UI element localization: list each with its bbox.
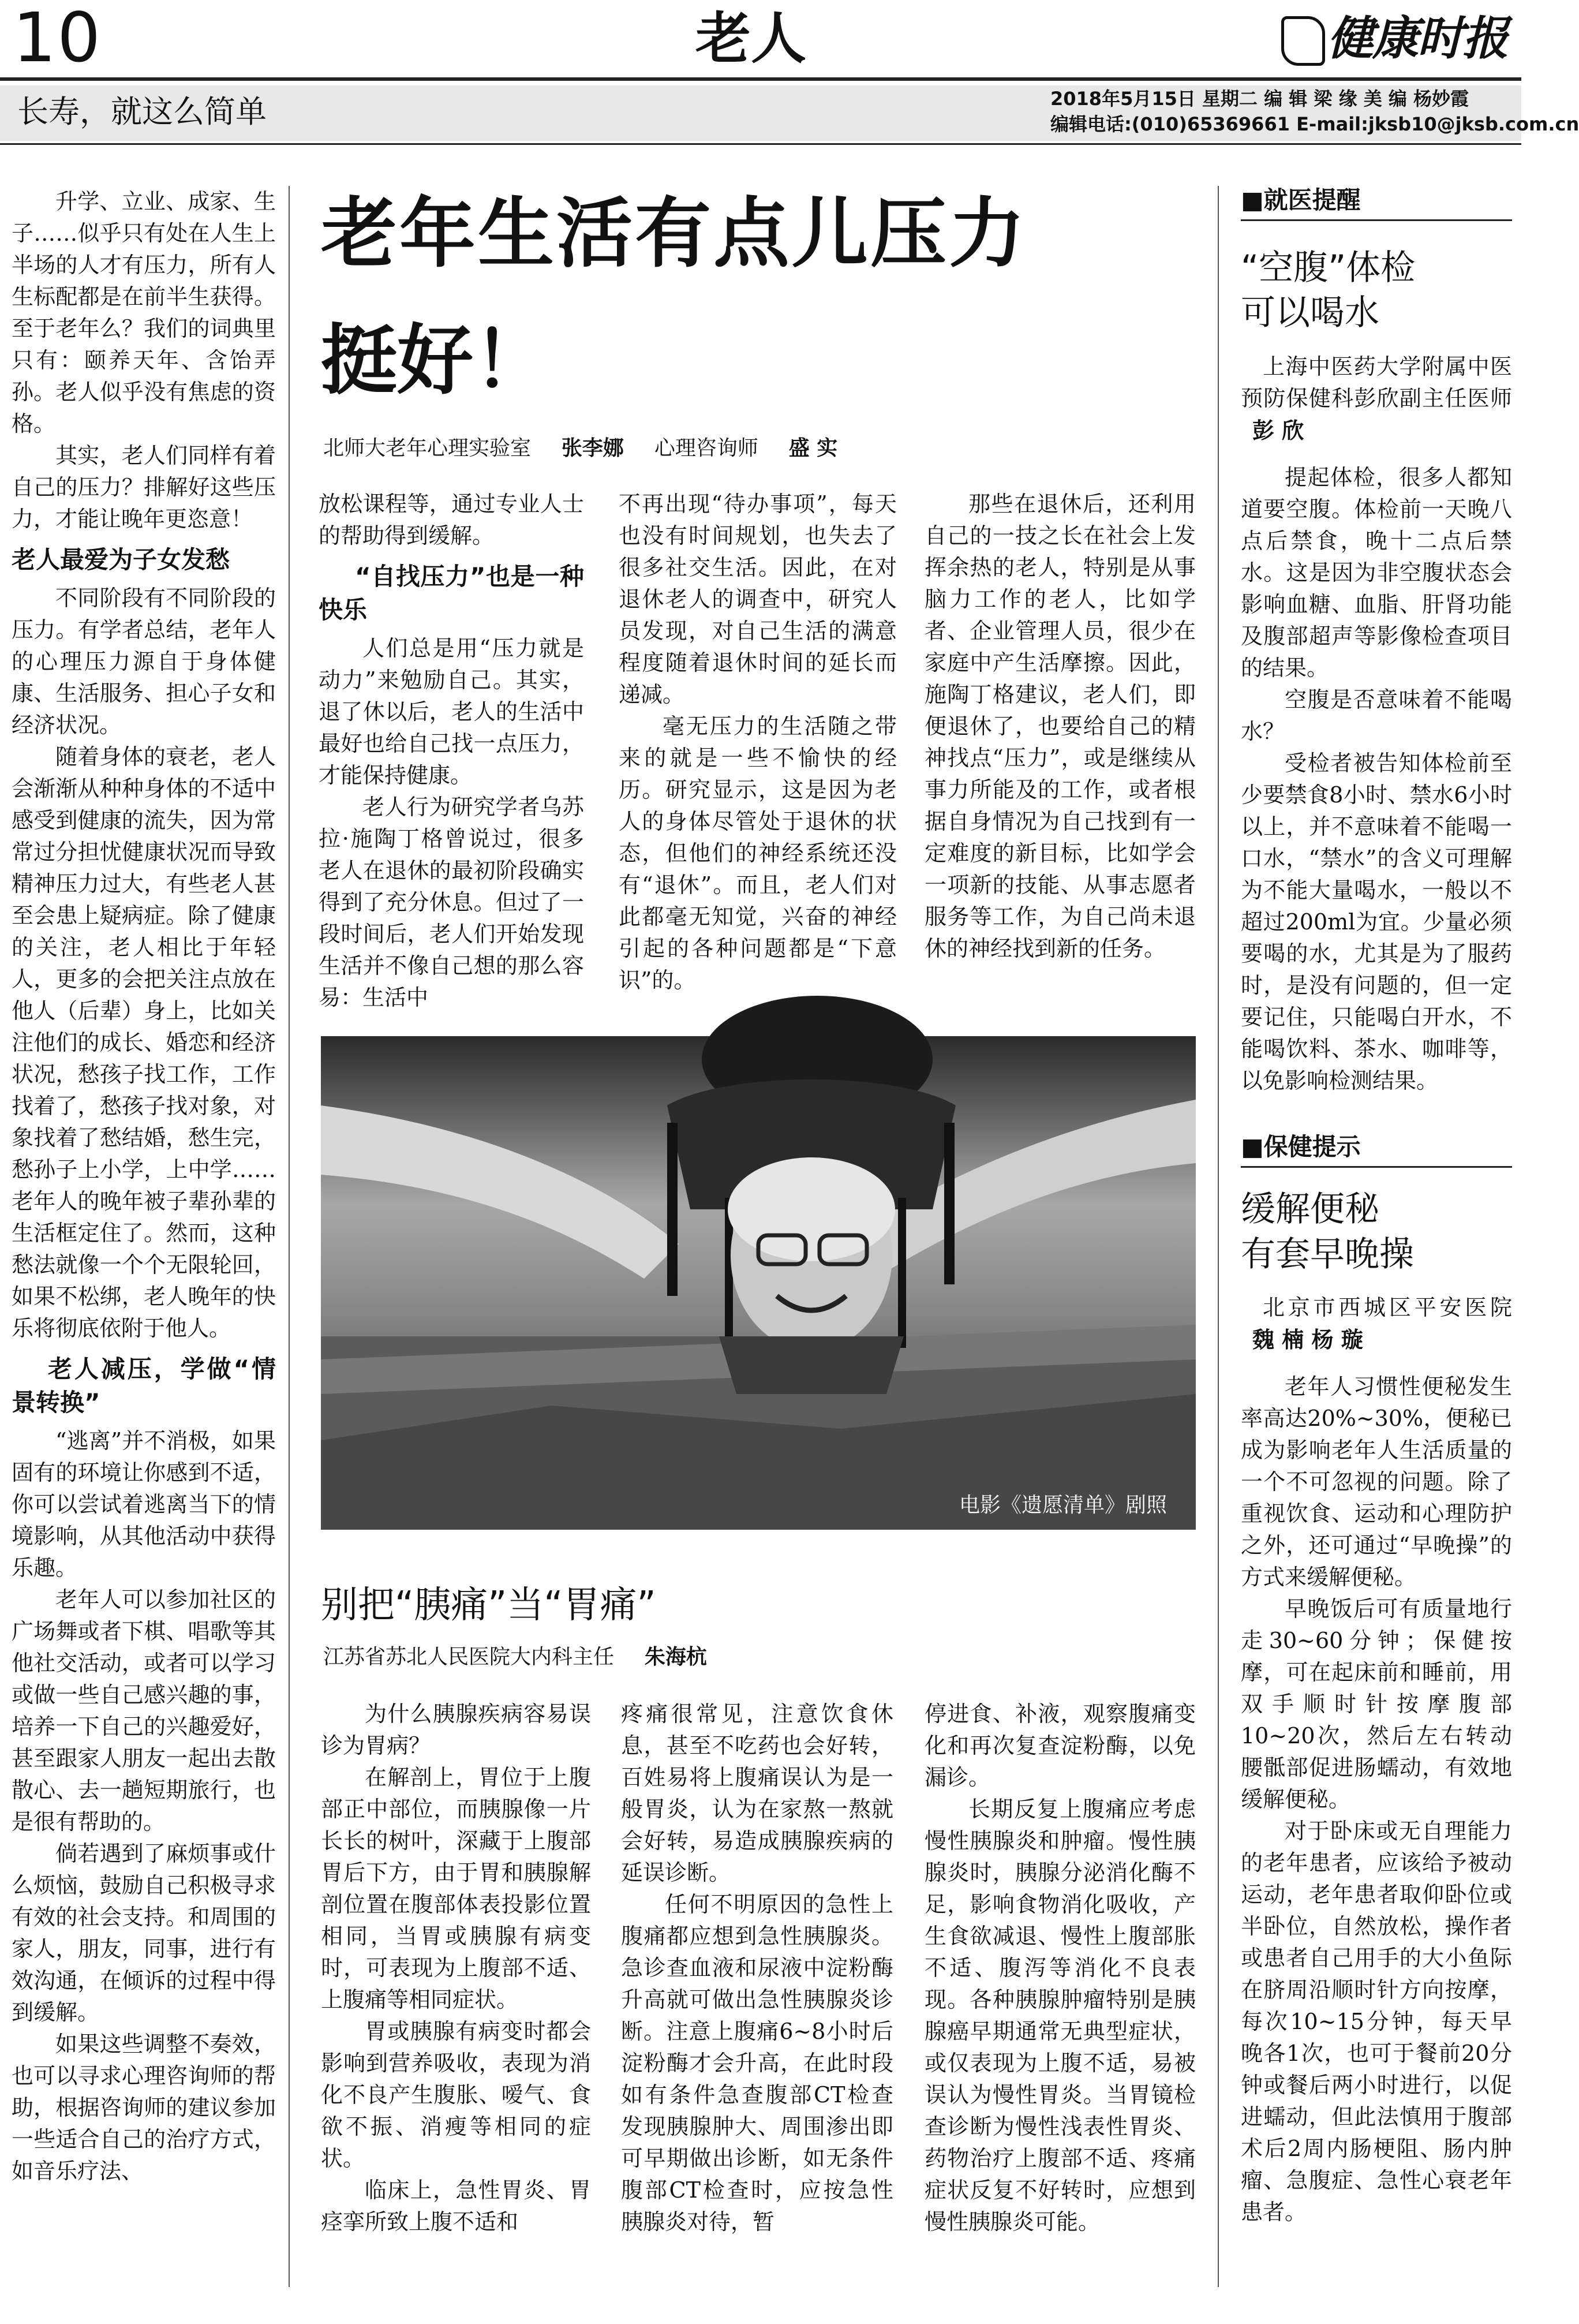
sidebar-section-label-1: ■就医提醒 [1241,186,1361,214]
paragraph: 对于卧床或无自理能力的老年患者，应该给予被动运动，老年患者取仰卧位或半卧位，自然放松，操作者或患者自己用手的大小鱼际在脐周沿顺时针方向按摩，每次10~15分钟，每天早晚各1次，也可于餐前20分钟或餐后两小时进行，以促进蠕动，但此法慎用于腹部术后2周内肠梗阻、肠内肿瘤、急腹症、急性心衰老年患者。 [1241,1818,1512,2225]
header-rule-bottom [0,143,1521,145]
contact-line: 编辑电话:(010)65369661 E-mail:jksb10@jksb.com.cn [1050,113,1579,135]
intro-paragraph: 升学、立业、成家、生子……似乎只有处在人生上半场的人才有压力，所有人生标配都是在前半生获得。至于老年么？我们的词典里只有：颐养天年、含饴弄孙。老人似乎没有焦虑的资格。 [12,189,276,436]
subheading-scene-switch: 老人减压，学做“情景转换” [12,1355,276,1417]
sidebar-section-label-2: ■保健提示 [1241,1133,1361,1161]
subheading-worry: 老人最爱为子女发愁 [12,545,230,574]
main-article-column-4 [925,488,1196,965]
paragraph: “逃离”并不消极，如果固有的环境让你感到不适，你可以尝试着逃离当下的情境影响，从其他活动中获得乐趣。 [12,1428,276,1581]
intro-paragraph-2: 其实，老人们同样有着自己的压力？排解好这些压力，才能让晚年更恣意！ [12,443,276,532]
paragraph: 长期反复上腹痛应考虑慢性胰腺炎和肿瘤。慢性胰腺炎时，胰腺分泌消化酶不足，影响食物消化吸收，产生食欲减退、慢性上腹部胀不适、腹泻等消化不良表现。各种胰腺肿瘤特别是胰腺癌早期通常无典型症状，或仅表现为上腹不适，易被误认为慢性胃炎。当胃镜检查诊断为慢性浅表性胃炎、药物治疗上腹部不适、疼痛症状反复不好转时，应想到慢性胰腺炎可能。 [925,1796,1196,2235]
second-byline [323,1643,707,1672]
paragraph: 受检者被告知体检前至少要禁食8小时、禁水6小时以上，并不意味着不能喝一口水，“禁水”的含义可理解为不能大量喝水，一般以不超过200ml为宜。少量必须要喝的水，尤其是为了服药时，是没有问题的，但一定要记住，只能喝白开水，不能喝饮料、茶水、咖啡等，以免影响检测结果。 [1241,750,1512,1093]
column-divider [289,186,290,2287]
paragraph: 提起体检，很多人都知道要空腹。体检前一天晚八点后禁食，晚十二点后禁水。这是因为非空腹状态会影响血糖、血脂、肝肾功能及腹部超声等影像检查项目的结果。 [1241,465,1512,681]
main-headline-line1: 老年生活有点儿压力 [321,189,1027,278]
sidebar-label-rule-1 [1241,219,1512,221]
paragraph: 胃或胰腺有病变时都会影响到营养吸收，表现为消化不良产生腹胀、嗳气、食欲不振、消瘦等相同的症状。 [321,2019,591,2171]
section-title: 老人 [695,6,806,71]
paragraph: 空腹是否意味着不能喝水？ [1241,687,1512,744]
main-article-left-column [12,186,276,2187]
byline-text: 上海中医药大学附属中医预防保健科彭欣副主任医师 [1241,354,1512,411]
second-byline-author: 朱海杭 [644,1645,707,1669]
sidebar-title-2-line2: 有套早晚操 [1241,1234,1414,1275]
paragraph: 在解剖上，胃位于上腹部正中部位，而胰腺像一片长长的树叶，深藏于上腹部胃后下方，由于胃和胰腺解剖位置在腹部体表投影位置相同，当胃或胰腺有病变时，可表现为上腹部不适、上腹痛等相同症状。 [321,1765,591,2012]
paragraph: 如果这些调整不奏效，也可以寻求心理咨询师的帮助，根据咨询师的建议参加一些适合自己的治疗方式，如音乐疗法、 [12,2031,276,2184]
paragraph: 不再出现“待办事项”，每天也没有时间规划，也失去了很多社交生活。因此，在对退休老人的调查中，研究人员发现，对自己生活的满意程度随着退休时间的延长而递减。 [619,491,897,707]
paragraph: 倘若遇到了麻烦事或什么烦恼，鼓励自己积极寻求有效的社会支持。和周围的家人，朋友，同事，进行有效沟通，在倾诉的过程中得到缓解。 [12,1841,276,2025]
paragraph: 临床上，急性胃炎、胃痉挛所致上腹不适和 [321,2177,591,2235]
byline-name: 彭 欣 [1252,417,1304,443]
page-subtitle: 长寿，就这么简单 [17,94,267,130]
byline-institution: 北师大老年心理实验室 [323,436,532,460]
paragraph: 老年人习惯性便秘发生率高达20%~30%，便秘已成为影响老年人生活质量的一个不可忽视的问题。除了重视饮食、运动和心理防护之外，还可通过“早晚操”的方式来缓解便秘。 [1241,1374,1512,1590]
sidebar-title-1-line1: “空腹”体检 [1241,248,1416,288]
subheading-self-pressure: “自找压力”也是一种快乐 [319,562,584,624]
main-article-column-3 [619,488,897,996]
second-headline: 别把“胰痛”当“胃痛” [321,1584,656,1627]
paragraph: 放松课程等，通过专业人士的帮助得到缓解。 [319,491,584,548]
byline-name: 魏 楠 杨 璇 [1252,1327,1363,1352]
logo-mark-icon [1281,16,1325,66]
paragraph: 疼痛很常见，注意饮食休息，甚至不吃药也会好转，百姓易将上腹痛误认为是一般胃炎，认为在家熬一熬就会好转，易造成胰腺疾病的延误诊断。 [621,1701,893,1885]
sidebar-byline-2 [1241,1292,1512,1356]
sidebar-article-1 [1241,351,1512,1097]
byline-role: 心理咨询师 [654,436,758,460]
byline-text: 北京市西城区平安医院 [1263,1295,1512,1320]
sidebar-divider [1218,186,1219,2287]
paragraph: 老人行为研究学者乌苏拉·施陶丁格曾说过，很多老人在退休的最初阶段确实得到了充分休息。但过了一段时间后，老人们开始发现生活并不像自己想的那么容易：生活中 [319,794,584,1010]
paragraph: 不同阶段有不同阶段的压力。有学者总结，老年人的心理压力源自于身体健康、生活服务、担心子女和经济状况。 [12,585,276,738]
sidebar-article-2 [1241,1292,1512,2228]
paragraph: 那些在退休后，还利用自己的一技之长在社会上发挥余热的老人，特别是从事脑力工作的老人，比如学者、企业管理人员，很少在家庭中产生活摩擦。因此，施陶丁格建议，老人们，即便退休了，也要给自己的精神找点“压力”，或是继续从事力所能及的工作，或者根据自身情况为自己找到有一定难度的新目标，比如学会一项新的技能、从事志愿者服务等工作，为自己尚未退休的神经找到新的任务。 [925,491,1196,961]
paragraph: 为什么胰腺疾病容易误诊为胃病？ [321,1701,591,1758]
byline-author2: 盛 实 [788,436,838,460]
paragraph: 任何不明原因的急性上腹痛都应想到急性胰腺炎。急诊查血液和尿液中淀粉酶升高就可做出急性胰腺炎诊断。注意上腹痛6~8小时后淀粉酶才会升高，在此时段如有条件急查腹部CT检查发现胰腺肿大、周围渗出即可早期做出诊断，如无条件腹部CT检查时，应按急性胰腺炎对待，暂 [621,1892,893,2235]
sidebar-title-1-line2: 可以喝水 [1241,293,1379,333]
paragraph: 停进食、补液，观察腹痛变化和再次复查淀粉酶，以免漏诊。 [925,1701,1196,1790]
sidebar-label-rule-2 [1241,1166,1512,1168]
newspaper-logo [1281,9,1512,67]
paragraph: 人们总是用“压力就是动力”来勉励自己。其实，退了休以后，老人的生活中最好也给自己找一点压力，才能保持健康。 [319,636,584,788]
header-rule-top [0,77,1521,81]
movie-still-photo [321,1036,1196,1530]
second-article-column-2 [621,1698,893,2238]
skydivers-illustration [321,1036,1196,1530]
byline-author1: 张李娜 [561,436,624,460]
paragraph: 毫无压力的生活随之带来的就是一些不愉快的经历。研究显示，这是因为老人的身体尽管处于退休的状态，但他们的神经系统还没有“退休”。而且，老人们对此都毫无知觉，兴奋的神经引起的各种问题都是“下意识”的。 [619,713,897,993]
page-number: 10 [13,0,102,77]
paragraph: 老年人可以参加社区的广场舞或者下棋、唱歌等其他社交活动，或者可以学习或做一些自己感兴趣的事，培养一下自己的兴趣爱好，甚至跟家人朋友一起出去散散心、去一趟短期旅行，也是很有帮助的。 [12,1587,276,1834]
main-headline-line2: 挺好！ [321,316,549,405]
second-byline-institution: 江苏省苏北人民医院大内科主任 [323,1645,615,1669]
paragraph: 随着身体的衰老，老人会渐渐从种种身体的不适中感受到健康的流失，因为常常过分担忧健康状况而导致精神压力过大，有些老人甚至会患上疑病症。除了健康的关注，老人相比于年轻人，更多的会把关注点放在他人（后辈）身上，比如关注他们的成长、婚恋和经济状况，愁孩子找工作，工作找着了，愁孩子找对象，对象找着了愁结婚，愁生完，愁孙子上小学，上中学……老年人的晚年被子辈孙辈的生活框定住了。然而，这种愁法就像一个个无限轮回，如果不松绑，老人晚年的快乐将彻底依附于他人。 [12,744,276,1341]
paragraph: 早晚饭后可有质量地行走30~60分钟；保健按摩，可在起床前和睡前，用双手顺时针按摩腹部10~20次，然后左右转动腰骶部促进肠蠕动，有效地缓解便秘。 [1241,1596,1512,1812]
second-article-column-3 [925,1698,1196,2238]
sidebar-title-2-line1: 缓解便秘 [1241,1189,1379,1230]
logo-text: 健康时报 [1327,11,1507,65]
main-article-column-2 [319,488,584,1014]
second-article-column-1 [321,1698,591,2238]
issue-meta: 2018年5月15日 星期二 编 辑 梁 缘 美 编 杨妙霞 [1050,88,1469,110]
sidebar-byline-1 [1241,351,1512,447]
photo-caption: 电影《遗愿清单》剧照 [959,1493,1167,1517]
main-byline [323,434,837,463]
